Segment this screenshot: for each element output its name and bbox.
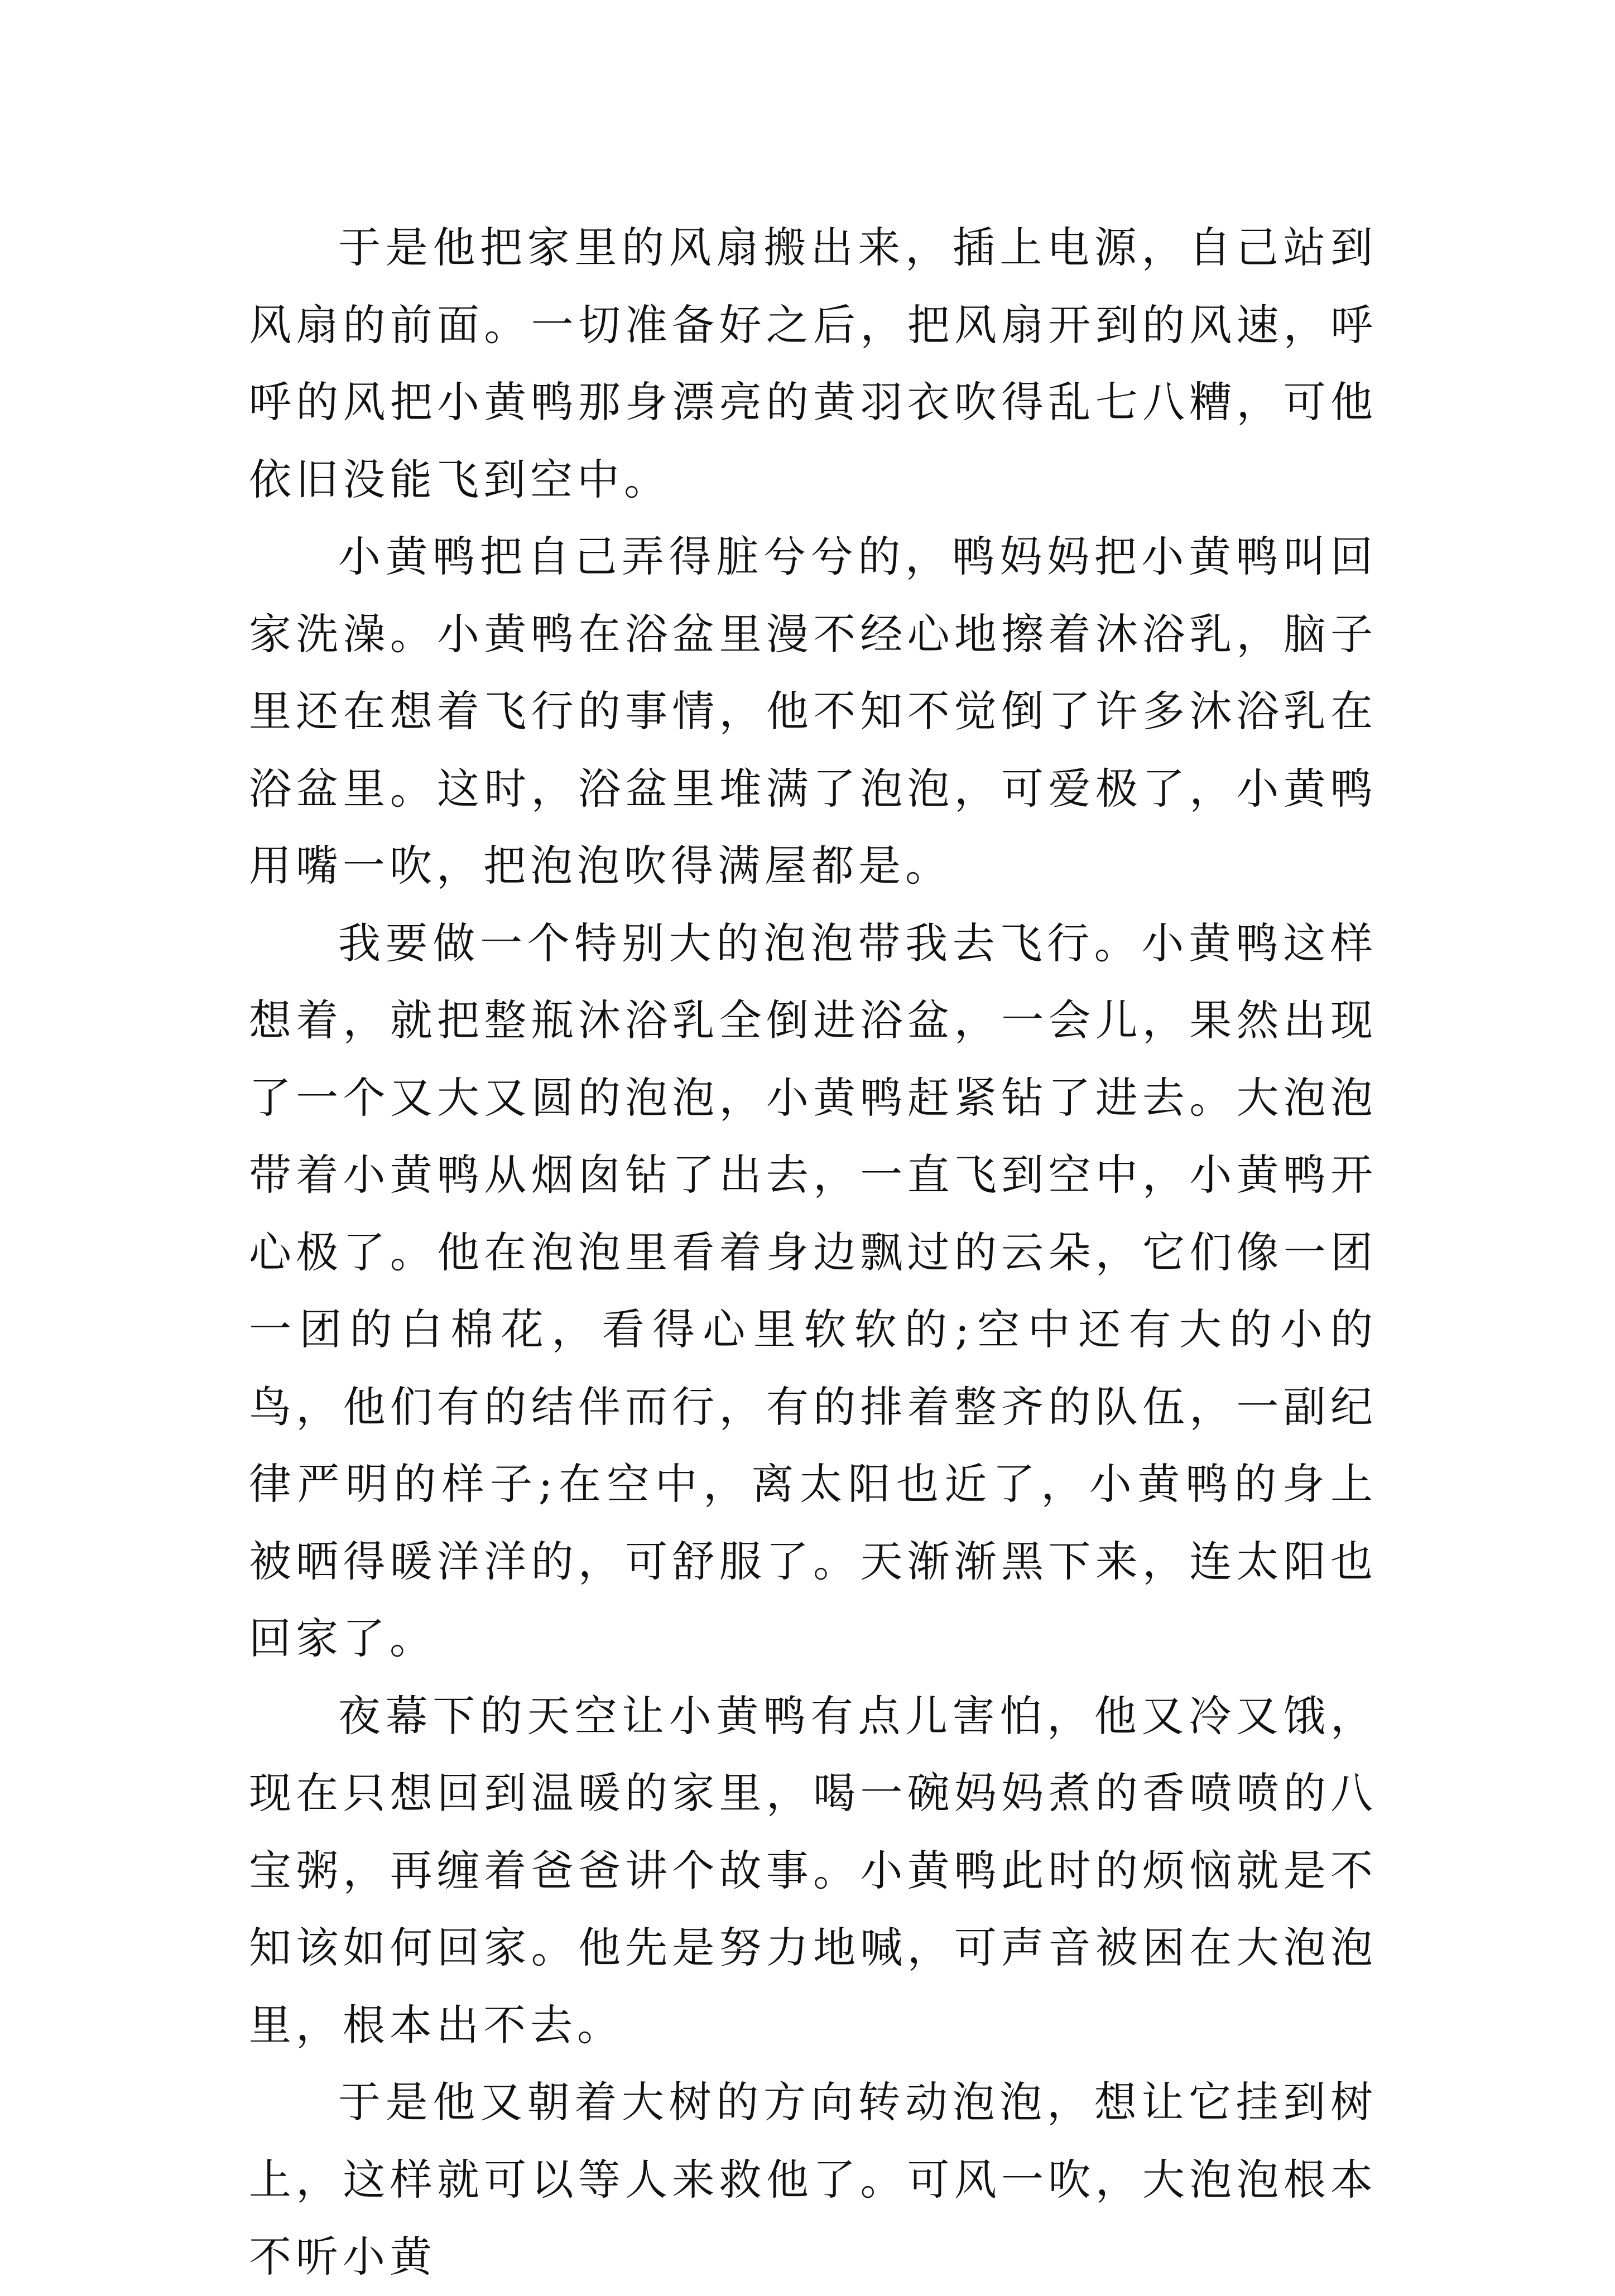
paragraph-4: 夜幕下的天空让小黄鸭有点儿害怕，他又冷又饿，现在只想回到温暖的家里，喝一碗妈妈煮的香喷喷的八宝粥，再缠着爸爸讲个故事。小黄鸭此时的烦恼就是不知该如何回家。他先是努力地喊，可声音被困在大泡泡里，根本出不去。 bbox=[249, 1691, 1377, 2050]
paragraph-2: 小黄鸭把自己弄得脏兮兮的，鸭妈妈把小黄鸭叫回家洗澡。小黄鸭在浴盆里漫不经心地擦着沐浴乳，脑子里还在想着飞行的事情，他不知不觉倒了许多沐浴乳在浴盆里。这时，浴盆里堆满了泡泡，可爱极了，小黄鸭用嘴一吹，把泡泡吹得满屋都是。 bbox=[249, 532, 1377, 891]
body-text bbox=[249, 209, 1377, 2296]
paragraph-1: 于是他把家里的风扇搬出来，插上电源，自己站到风扇的前面。一切准备好之后，把风扇开到的风速，呼呼的风把小黄鸭那身漂亮的黄羽衣吹得乱七八糟，可他依旧没能飞到空中。 bbox=[249, 223, 1377, 504]
paragraph-5: 于是他又朝着大树的方向转动泡泡，想让它挂到树上，这样就可以等人来救他了。可风一吹，大泡泡根本不听小黄 bbox=[249, 2077, 1377, 2281]
paragraph-3: 我要做一个特别大的泡泡带我去飞行。小黄鸭这样想着，就把整瓶沐浴乳全倒进浴盆，一会儿，果然出现了一个又大又圆的泡泡，小黄鸭赶紧钻了进去。大泡泡带着小黄鸭从烟囱钻了出去，一直飞到空中，小黄鸭开心极了。他在泡泡里看着身边飘过的云朵，它们像一团一团的白棉花，看得心里软软的;空中还有大的小的鸟，他们有的结伴而行，有的排着整齐的队伍，一副纪律严明的样子;在空中，离太阳也近了，小黄鸭的身上被晒得暖洋洋的，可舒服了。天渐渐黑下来，连太阳也回家了。 bbox=[249, 918, 1377, 1663]
